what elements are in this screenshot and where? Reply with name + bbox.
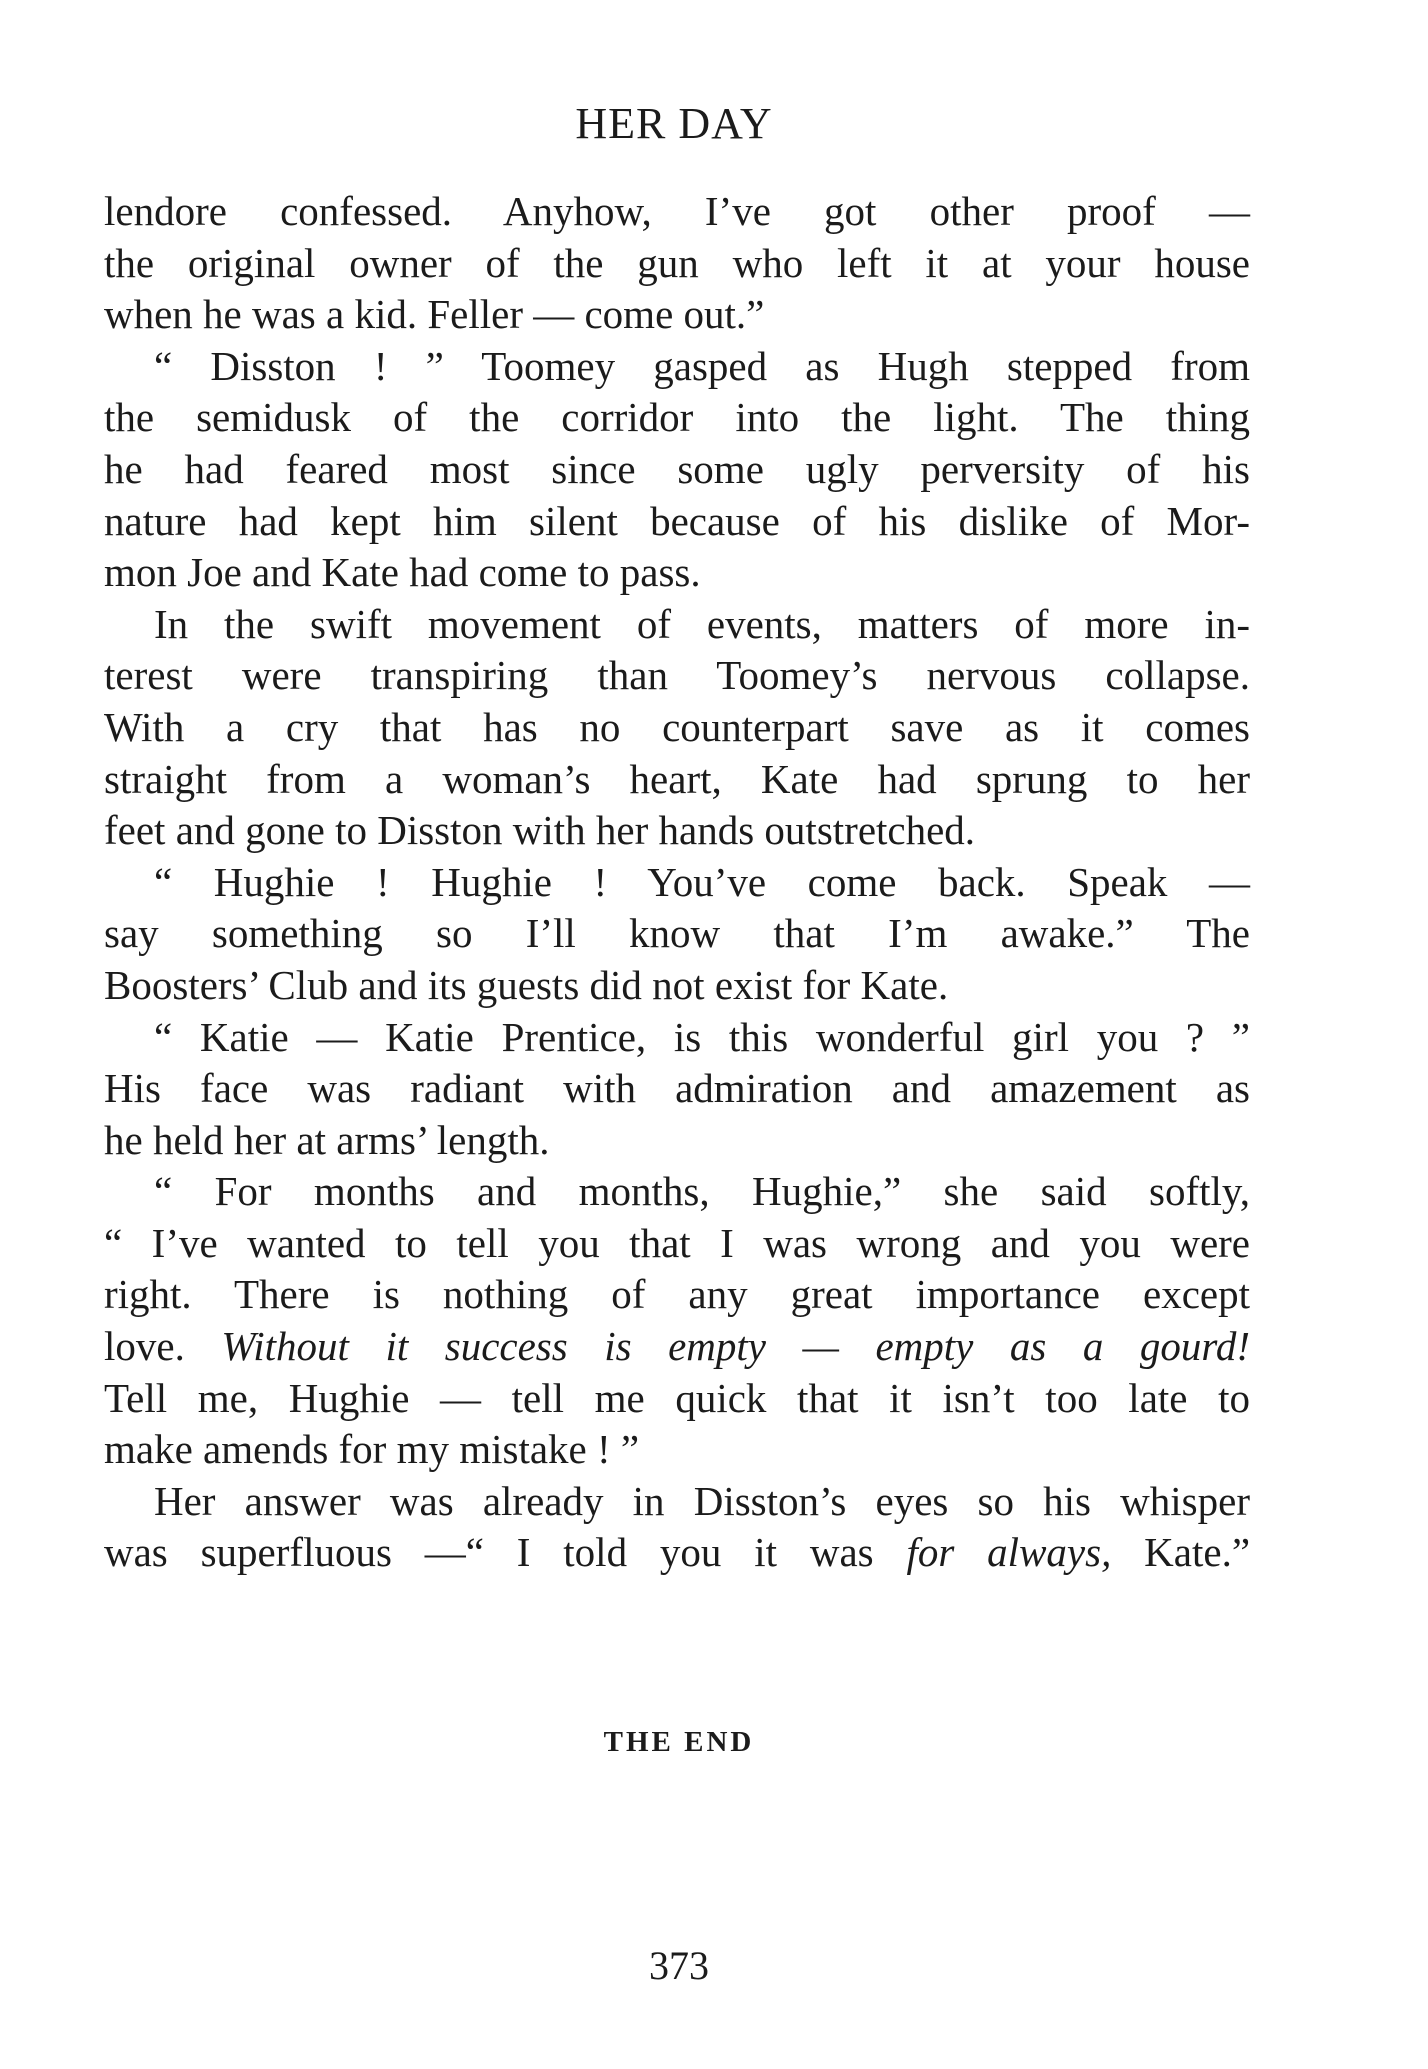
- text-line: [104, 1476, 1250, 1528]
- text-line: [104, 1527, 1250, 1579]
- the-end-label: THE END: [603, 1726, 755, 1758]
- text-line: [104, 960, 1250, 1012]
- text-run: “ Hughie ! Hughie ! You’ve come back. Speak —: [154, 858, 1250, 905]
- text-run: love.: [104, 1323, 222, 1370]
- text-line: [104, 1321, 1250, 1373]
- text-line: [104, 599, 1250, 651]
- text-run: was superfluous —“ I told you it was: [104, 1529, 907, 1576]
- text-line: [104, 857, 1250, 909]
- text-run: he had feared most since some ugly perversity of his: [104, 445, 1250, 492]
- text-run: feet and gone to Disston with her hands outstretched.: [104, 807, 976, 854]
- text-run: when he was a kid. Feller — come out.”: [104, 291, 765, 338]
- text-run: he held her at arms’ length.: [104, 1116, 550, 1163]
- text-line: [104, 1012, 1250, 1064]
- text-line: [104, 754, 1250, 806]
- text-run: Boosters’ Club and its guests did not exist for Kate.: [104, 961, 949, 1008]
- text-run: nature had kept him silent because of his dislike of Mor-: [104, 497, 1250, 544]
- body-text: [104, 186, 1250, 1579]
- text-line: [104, 1115, 1250, 1167]
- text-run: In the swift movement of events, matters of more in-: [154, 600, 1250, 647]
- text-line: [104, 186, 1250, 238]
- text-line: [104, 650, 1250, 702]
- text-run: His face was radiant with admiration and amazement as: [104, 1065, 1250, 1112]
- text-line: [104, 547, 1250, 599]
- text-line: [104, 908, 1250, 960]
- text-line: [104, 238, 1250, 290]
- text-line: [104, 1424, 1250, 1476]
- text-run: Kate.”: [1111, 1529, 1251, 1576]
- text-line: [104, 289, 1250, 341]
- text-line: [104, 444, 1250, 496]
- text-run: right. There is nothing of any great importance except: [104, 1271, 1250, 1318]
- text-run: the semidusk of the corridor into the light. The thing: [104, 394, 1250, 441]
- text-line: [104, 1063, 1250, 1115]
- text-run: say something so I’ll know that I’m awake.” The: [104, 910, 1250, 957]
- text-run: straight from a woman’s heart, Kate had sprung to her: [104, 755, 1250, 802]
- text-line: [104, 1218, 1250, 1270]
- text-line: [104, 392, 1250, 444]
- text-line: [104, 805, 1250, 857]
- text-run: terest were transpiring than Toomey’s nervous collapse.: [104, 652, 1250, 699]
- text-line: [104, 341, 1250, 393]
- text-run: Her answer was already in Disston’s eyes so his whisper: [154, 1477, 1250, 1524]
- text-line: [104, 1269, 1250, 1321]
- text-run: mon Joe and Kate had come to pass.: [104, 549, 701, 596]
- text-line: [104, 1373, 1250, 1425]
- text-line: [104, 1166, 1250, 1218]
- text-run: the original owner of the gun who left it at your house: [104, 239, 1250, 286]
- text-run: “ Katie — Katie Prentice, is this wonderful girl you ? ”: [154, 1013, 1250, 1060]
- text-run: lendore confessed. Anyhow, I’ve got other proof —: [104, 188, 1250, 234]
- italic-text: Without it success is empty — empty as a gourd!: [221, 1323, 1250, 1370]
- text-run: “ For months and months, Hughie,” she said softly,: [154, 1168, 1250, 1215]
- running-head: HER DAY: [575, 99, 773, 148]
- italic-text: for always,: [906, 1529, 1112, 1576]
- text-run: Tell me, Hughie — tell me quick that it isn’t too late to: [104, 1374, 1250, 1421]
- page-number: 373: [649, 1943, 709, 1988]
- text-run: make amends for my mistake ! ”: [104, 1426, 640, 1473]
- text-line: [104, 496, 1250, 548]
- text-line: [104, 702, 1250, 754]
- text-run: “ Disston ! ” Toomey gasped as Hugh stepped from: [154, 342, 1250, 389]
- text-run: With a cry that has no counterpart save as it comes: [104, 703, 1250, 750]
- text-run: “ I’ve wanted to tell you that I was wrong and you were: [104, 1219, 1250, 1266]
